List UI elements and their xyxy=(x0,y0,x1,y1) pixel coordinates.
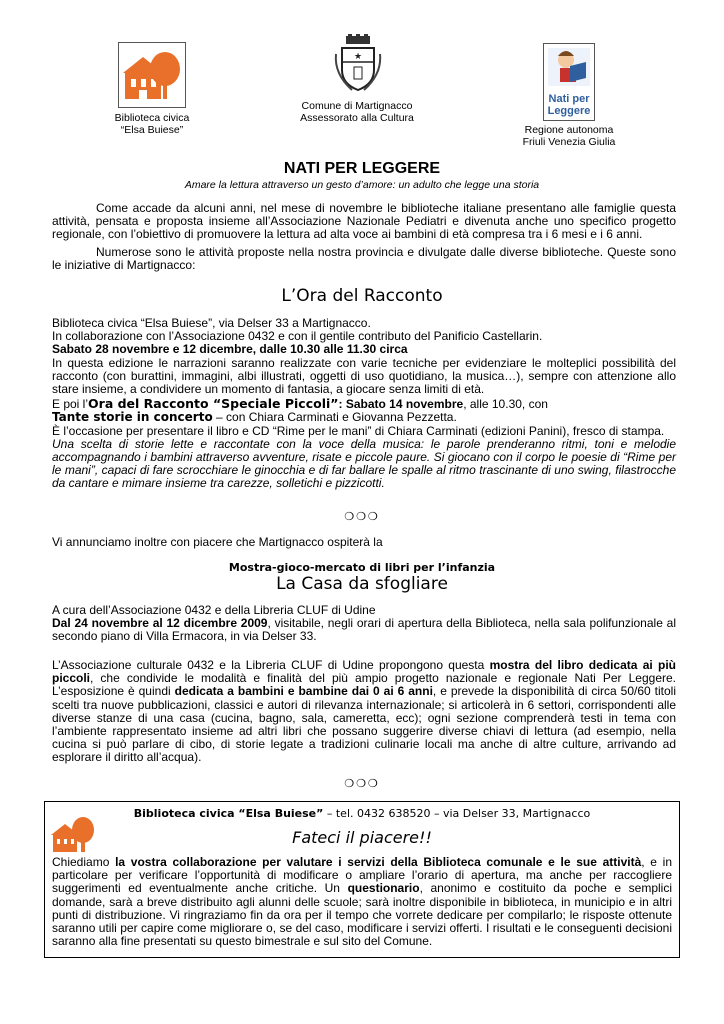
page-subtitle: Amare la lettura attraverso un gesto d’amore: un adulto che legge una storia xyxy=(184,179,540,191)
footer-contact-line xyxy=(45,807,679,820)
announcement: Vi annunciamo inoltre con piacere che Martignacco ospiterà la xyxy=(52,535,383,549)
footer-text-e: , anonimo e costituito da poche e semplici domande, sarà a breve distribuito agli alunni delle scuole; sarà inoltre disponibile in biblioteca, in municipio e in altri punti di distribuzione. Vi ringraziamo fin da ora per il tempo che vorrete dedicare per compilarlo; le risposte ottenute saranno utili per capire come migliorare o, se del caso, modificare i servizi offerti. I risultati e le conseguenti decisioni saranno alla fine presentati su questo bimestrale e sul sito del Comune. xyxy=(52,881,673,949)
municipality-department: Assessorato alla Cultura xyxy=(300,112,414,124)
special-pre: E poi l’ xyxy=(52,397,89,412)
nati-logo-line1: Nati per xyxy=(548,93,590,105)
library-building-icon xyxy=(119,43,185,107)
intro-paragraph-2: Numerose sono le attività proposte nella nostra provincia e divulgate dalle diverse biblioteche. Queste sono le iniziative di Martignacco: xyxy=(52,245,676,273)
footer-text-d: questionario xyxy=(347,881,420,896)
footer-body xyxy=(52,856,672,948)
section2-kicker: Mostra-gioco-mercato di libri per l’infanzia xyxy=(228,561,496,574)
region-line1: Regione autonoma xyxy=(524,124,614,136)
child-reading-icon xyxy=(544,44,594,90)
municipality-name: Comune di Martignacco xyxy=(301,100,413,112)
section1-dates: Sabato 28 novembre e 12 dicembre, dalle 10.30 alle 11.30 circa xyxy=(52,342,408,357)
region-caption xyxy=(508,124,630,148)
section1-body: In questa edizione le narrazioni saranno realizzate con varie tecniche per evidenziare le molteplici possibilità del racconto (con burattini, immagini, albi illustrati, oggetti di uso quotidiano, la musica…), sempre con attenzione allo stare insieme, a condividere un momento di fantasia, a giocare senza limiti di età. xyxy=(52,355,676,397)
footer-contact: – tel. 0432 638520 – via Delser 33, Martignacco xyxy=(323,807,591,820)
section1-italic: Una scelta di storie lette e raccontate con la voce della musica: le parole prenderanno ritmi, toni e melodie accompagnando i bambini attraverso avventure, risate e piccole paure. Si giocano con il corpo le poesie di “Rime per le mani”, capaci di fare scrocchiare le ginocchia e di far ballare le spalle al ritmo trascinante di uno swing, filastrocche da cantare e mimare insieme tra carezze, solletichi e pizzicotti. xyxy=(52,436,676,491)
coat-of-arms-icon xyxy=(332,34,384,94)
concert-title: Tante storie in concerto xyxy=(52,410,213,425)
page-title: NATI PER LEGGERE xyxy=(283,160,441,177)
separator-1: ❍❍❍ xyxy=(344,511,380,523)
section2-curator: A cura dell’Associazione 0432 e della Libreria CLUF di Udine xyxy=(52,603,376,617)
footer-box xyxy=(44,801,680,958)
concert-post: – con Chiara Carminati e Giovanna Pezzetta. xyxy=(212,410,457,425)
s2-text-c: , che condivide le modalità e finalità del più ampio progetto nazionale e regionale Nati Per Leggere. L’esposizione è quindi xyxy=(52,671,676,699)
section1-heading: L’Ora del Racconto xyxy=(281,286,443,306)
section1-concert-line xyxy=(52,411,676,424)
section2-dates-line xyxy=(52,617,676,643)
footer-library-name: Biblioteca civica “Elsa Buiese” xyxy=(133,807,324,820)
footer-title: Fateci il piacere!! xyxy=(292,828,432,847)
section1-location: Biblioteca civica “Elsa Buiese”, via Delser 33 a Martignacco. xyxy=(52,316,371,330)
special-date: Sabato 14 novembre xyxy=(345,397,464,412)
section2-dates-post: , visitabile, negli orari di apertura della Biblioteca, nella sala polifunzionale al secondo piano di Villa Ermacora, in via Delser 33. xyxy=(52,616,676,644)
section1-block xyxy=(52,317,676,491)
section1-special-line xyxy=(52,397,676,411)
section2-heading: La Casa da sfogliare xyxy=(276,574,448,594)
library-logo xyxy=(118,42,186,108)
municipality-caption xyxy=(282,100,432,124)
nati-per-leggere-logo xyxy=(543,43,595,121)
library-caption xyxy=(100,112,204,136)
s2-text-e: , e prevede la disponibilità di circa 50/60 titoli scelti tra nuove pubblicazioni, classici e autori di rilevanza internazionale; si articolerà in 6 settori, corrispondenti alle diverse stanze di una casa (cucina, bagno, sala, cameretta, ecc); ogni sezione comprenderà testi in tema con l’ambiente rappresentato insieme ad altri libri che possano suggerire diverse chiavi di lettura (ad esempio, nella cucina si può parlare di cibo, di storie legate a tradizioni culinarie locali ma anche di altre culture, arrivando ad esplorare il diritto all’acqua). xyxy=(52,684,676,765)
s2-text-d: dedicata a bambini e bambine dai 0 ai 6 anni xyxy=(174,684,433,699)
region-line2: Friuli Venezia Giulia xyxy=(522,136,616,148)
library-caption-line1: Biblioteca civica xyxy=(114,112,190,124)
library-caption-line2: “Elsa Buiese” xyxy=(120,124,184,136)
intro-paragraph-1: Come accade da alcuni anni, nel mese di novembre le biblioteche italiane presentano alle famiglie questa attività, pensata e proposta insieme all’Associazione Nazionale Pediatri e divenuta anche uno specifico progetto regionale, con l’obiettivo di promuovere la lettura ad alta voce ai bambini di età compresa tra i 6 mesi e i 6 anni. xyxy=(52,201,676,242)
nati-logo-line2: Leggere xyxy=(547,105,591,117)
section2-dates: Dal 24 novembre al 12 dicembre 2009 xyxy=(52,616,268,631)
special-colon: : xyxy=(338,397,346,412)
special-title: Ora del Racconto “Speciale Piccoli” xyxy=(88,396,339,412)
coat-of-arms xyxy=(332,34,384,94)
section2-body xyxy=(52,659,676,765)
s2-text-b: mostra del libro dedicata ai più piccoli xyxy=(52,658,676,686)
section2-block xyxy=(52,604,676,644)
footer-text-c: , e in particolare per verificare l’opportunità di modificare o ampliare l’orario di apertura, ma anche per raccogliere suggerimenti ed eventualmente anche critiche. Un xyxy=(52,855,672,896)
footer-text-b: la vostra collaborazione per valutare i servizi della Biblioteca comunale e le sue attività xyxy=(115,855,642,869)
section1-cd-line: È l’occasione per presentare il libro e CD “Rime per le mani” di Chiara Carminati (edizioni Panini), fresco di stampa. xyxy=(52,423,665,438)
footer-text-a: Chiediamo xyxy=(52,855,116,869)
separator-2: ❍❍❍ xyxy=(344,778,380,790)
s2-text-a: L’Associazione culturale 0432 e la Libreria CLUF di Udine propongono questa xyxy=(52,658,490,672)
section1-collaboration: In collaborazione con l’Associazione 0432 e con il gentile contributo del Panificio Castellarin. xyxy=(52,329,543,344)
svg-text:★: ★ xyxy=(354,51,363,61)
special-post: , alle 10.30, con xyxy=(463,397,548,412)
